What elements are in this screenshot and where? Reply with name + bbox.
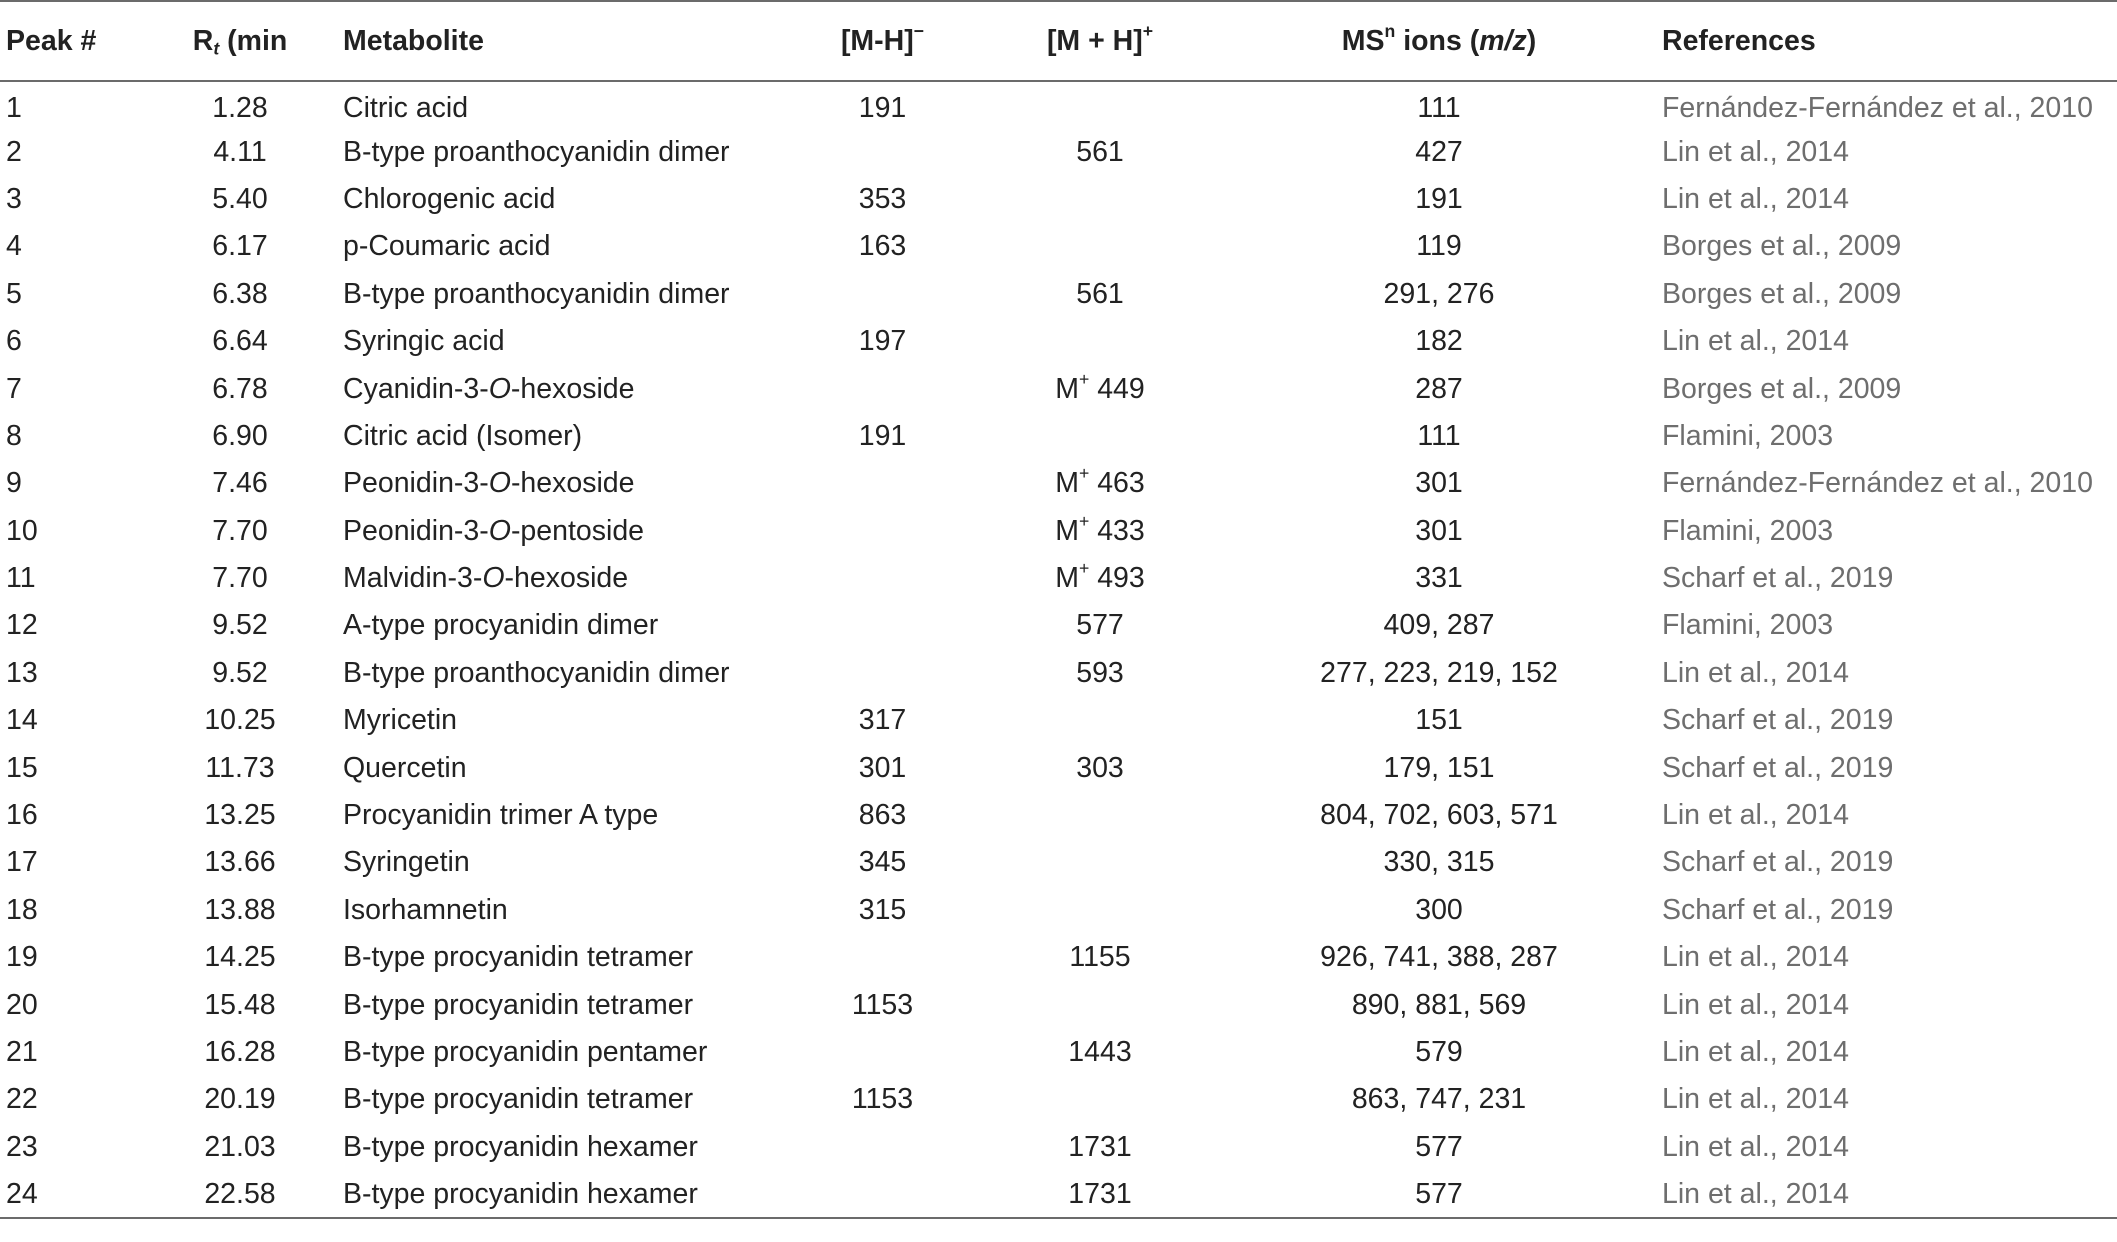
m-plus-h-value: 433 [1097, 514, 1145, 547]
table-row [0, 934, 2117, 981]
cell-peak: 6 [6, 325, 22, 358]
table-row [0, 744, 2117, 791]
molecular-ion-prefix: M [1055, 514, 1079, 547]
cell-peak: 1 [6, 91, 22, 124]
cell-peak: 22 [6, 1083, 38, 1116]
metabolite-name-part: Procyanidin trimer A type [343, 799, 659, 832]
header-rt-subscript: t [213, 37, 220, 58]
header-m-plus-h [980, 1, 1220, 81]
cell-msn-ions: 191 [1415, 182, 1463, 215]
cell-m-plus-h [980, 555, 1220, 602]
table-row [0, 1029, 2117, 1076]
header-msn-ions-text: ions ( [1395, 24, 1480, 57]
cell-m-plus-h [980, 81, 1220, 128]
cell-peak: 24 [0, 1171, 140, 1218]
cell-msn-ions: 331 [1415, 562, 1463, 595]
metabolite-name-part: B-type proanthocyanidin dimer [343, 656, 730, 689]
metabolite-name-part: B-type procyanidin hexamer [343, 1130, 698, 1163]
cell-m-plus-h [980, 697, 1220, 744]
cell-msn-ions: 890, 881, 569 [1351, 988, 1527, 1021]
cell-metabolite [340, 792, 785, 839]
table-row [0, 81, 2117, 128]
header-row [0, 1, 2117, 81]
table-row [0, 223, 2117, 270]
cell-reference: Lin et al., 2014 [1662, 1083, 1849, 1116]
cell-metabolite [340, 839, 785, 886]
cell-msn-ions: 579 [1415, 1036, 1463, 1068]
cell-msn-ions: 182 [1415, 325, 1463, 358]
cell-retention-time: 9.52 [212, 656, 268, 689]
metabolite-name-part: A-type procyanidin dimer [343, 609, 659, 642]
m-plus-h-value: 1155 [1069, 941, 1131, 974]
header-msn-ions [1220, 1, 1658, 81]
table-row [0, 128, 2117, 175]
cell-m-plus-h [980, 223, 1220, 270]
cell-metabolite [340, 744, 785, 791]
cell-m-minus-h: 317 [858, 704, 907, 737]
cell-m-minus-h [785, 555, 980, 602]
cell-metabolite [340, 318, 785, 365]
cell-m-minus-h [785, 602, 980, 649]
cell-m-minus-h [785, 365, 980, 412]
molecular-ion-prefix: M [1055, 372, 1079, 405]
cell-msn-ions: 577 [1415, 1130, 1463, 1163]
cell-retention-time: 6.64 [212, 325, 268, 358]
cell-msn-ions: 301 [1415, 467, 1463, 500]
header-m-minus-h-label: [M-H] [840, 24, 914, 57]
header-msn-label: MS [1341, 24, 1385, 57]
cell-msn-ions: 427 [1415, 135, 1463, 168]
metabolite-name-part: -hexoside [510, 467, 635, 500]
cell-reference: Borges et al., 2009 [1662, 372, 1902, 405]
cell-reference: Borges et al., 2009 [1662, 230, 1902, 263]
cell-m-minus-h: 191 [858, 91, 907, 124]
metabolite-name-part: B-type procyanidin pentamer [343, 1036, 708, 1068]
cell-metabolite [340, 555, 785, 602]
cell-reference: Lin et al., 2014 [1662, 799, 1849, 832]
molecular-ion-charge: + [1078, 368, 1090, 389]
cell-m-plus-h [980, 1029, 1220, 1076]
cell-reference: Scharf et al., 2019 [1662, 704, 1894, 737]
cell-peak: 15 [6, 751, 38, 784]
cell-retention-time: 16.28 [204, 1036, 276, 1068]
cell-metabolite [340, 271, 785, 318]
table-row [0, 555, 2117, 602]
cell-reference: Lin et al., 2014 [1662, 1036, 1849, 1068]
cell-peak: 16 [6, 799, 38, 832]
header-rt-unit: (min [219, 24, 288, 57]
table-row [0, 318, 2117, 365]
metabolite-name-part: p-Coumaric acid [343, 230, 551, 263]
cell-peak: 2 [6, 135, 22, 168]
m-plus-h-value: 493 [1097, 562, 1145, 595]
cell-retention-time: 9.52 [212, 609, 268, 642]
metabolite-name-part: B-type proanthocyanidin dimer [343, 135, 730, 168]
metabolite-name-part: O [488, 467, 511, 500]
cell-retention-time: 4.11 [213, 135, 267, 168]
cell-msn-ions: 111 [1417, 91, 1461, 124]
cell-retention-time: 6.90 [212, 419, 268, 452]
header-references [1658, 1, 2117, 81]
metabolite-name-part: Chlorogenic acid [343, 182, 556, 215]
table-row [0, 271, 2117, 318]
cell-metabolite [340, 1124, 785, 1171]
cell-retention-time: 13.66 [204, 846, 276, 879]
cell-metabolite [340, 602, 785, 649]
metabolite-name-part: O [488, 514, 511, 547]
cell-metabolite [340, 981, 785, 1028]
cell-m-minus-h: 1153 [851, 988, 914, 1021]
cell-retention-time: 11.73 [205, 751, 275, 784]
header-msn-superscript: n [1384, 20, 1396, 41]
cell-msn-ions: 111 [1417, 419, 1461, 452]
cell-reference: Flamini, 2003 [1662, 609, 1834, 642]
header-references-label: References [1662, 24, 1816, 57]
cell-m-minus-h: 863 [858, 799, 907, 832]
metabolite-name-part: B-type procyanidin tetramer [343, 988, 694, 1021]
cell-metabolite [340, 413, 785, 460]
cell-peak: 18 [6, 893, 38, 926]
cell-peak: 23 [6, 1130, 38, 1163]
m-plus-h-value: 1731 [1068, 1177, 1132, 1210]
cell-retention-time: 22.58 [140, 1171, 340, 1218]
cell-peak: 3 [6, 182, 22, 215]
table-row [0, 1171, 2117, 1218]
table-header [0, 1, 2117, 81]
cell-metabolite [340, 223, 785, 270]
molecular-ion-prefix: M [1055, 562, 1079, 595]
cell-msn-ions: 300 [1415, 893, 1463, 926]
m-plus-h-value: 463 [1097, 467, 1145, 500]
cell-m-minus-h [785, 460, 980, 507]
cell-m-minus-h: 353 [858, 182, 907, 215]
cell-reference: Scharf et al., 2019 [1662, 893, 1894, 926]
cell-metabolite [340, 1029, 785, 1076]
header-metabolite [340, 1, 785, 81]
table-row [0, 413, 2117, 460]
cell-reference: Lin et al., 2014 [1662, 325, 1849, 358]
metabolite-name-part: Citric acid (Isomer) [343, 419, 583, 452]
cell-reference: Lin et al., 2014 [1662, 182, 1849, 215]
cell-msn-ions: 179, 151 [1383, 751, 1495, 784]
cell-peak: 20 [6, 988, 38, 1021]
cell-m-plus-h [980, 508, 1220, 555]
metabolite-name-part: Syringic acid [343, 325, 505, 358]
cell-metabolite [340, 934, 785, 981]
cell-m-minus-h: 345 [858, 846, 907, 879]
cell-m-plus-h [980, 365, 1220, 412]
metabolite-name-part: Peonidin-3- [343, 514, 489, 547]
cell-metabolite [340, 365, 785, 412]
metabolite-name-part: B-type procyanidin hexamer [343, 1177, 698, 1210]
cell-peak: 13 [6, 656, 38, 689]
cell-msn-ions: 291, 276 [1383, 277, 1495, 310]
cell-retention-time: 21.03 [204, 1130, 276, 1163]
header-rt-letter: R [192, 24, 214, 57]
cell-msn-ions: 301 [1415, 514, 1463, 547]
cell-m-minus-h [785, 508, 980, 555]
cell-m-plus-h [980, 934, 1220, 981]
metabolite-name-part: Syringetin [343, 846, 470, 879]
cell-peak: 11 [6, 562, 36, 595]
header-metabolite-label: Metabolite [343, 24, 484, 57]
cell-retention-time: 1.28 [212, 91, 268, 124]
cell-m-plus-h [980, 981, 1220, 1028]
cell-retention-time: 6.38 [212, 277, 268, 310]
m-plus-h-value: 561 [1076, 277, 1124, 310]
table-row [0, 176, 2117, 223]
cell-m-minus-h: 197 [858, 325, 907, 358]
metabolite-name-part: O [488, 372, 511, 405]
metabolite-name-part: B-type proanthocyanidin dimer [343, 277, 730, 310]
cell-reference: Scharf et al., 2019 [1662, 751, 1894, 784]
table-row [0, 602, 2117, 649]
table-row [0, 460, 2117, 507]
m-plus-h-value: 303 [1076, 751, 1124, 784]
header-msn-close: ) [1526, 24, 1537, 57]
cell-reference: Lin et al., 2014 [1662, 656, 1849, 689]
cell-metabolite [340, 1076, 785, 1123]
cell-retention-time: 7.70 [212, 562, 268, 595]
cell-m-plus-h [980, 602, 1220, 649]
cell-peak: 7 [6, 372, 22, 405]
cell-m-plus-h [980, 176, 1220, 223]
cell-metabolite [340, 176, 785, 223]
cell-m-plus-h [980, 1124, 1220, 1171]
cell-metabolite [340, 650, 785, 697]
cell-m-plus-h [980, 271, 1220, 318]
metabolite-name-part: -hexoside [504, 562, 629, 595]
cell-peak: 19 [6, 941, 38, 974]
cell-metabolite [340, 1171, 785, 1218]
cell-peak: 4 [6, 230, 22, 263]
cell-peak: 8 [6, 419, 22, 452]
cell-m-minus-h: 1153 [851, 1083, 914, 1116]
cell-reference: Lin et al., 2014 [1658, 1171, 2117, 1218]
table-row [0, 508, 2117, 555]
table-row [0, 981, 2117, 1028]
metabolite-name-part: O [482, 562, 505, 595]
cell-m-plus-h [980, 1076, 1220, 1123]
cell-peak: 14 [6, 704, 38, 737]
m-plus-h-value: 449 [1097, 372, 1145, 405]
cell-msn-ions: 926, 741, 388, 287 [1320, 941, 1558, 974]
cell-m-plus-h [980, 887, 1220, 934]
cell-m-plus-h [980, 1171, 1220, 1218]
cell-retention-time: 5.40 [212, 182, 268, 215]
cell-m-minus-h: 163 [858, 230, 907, 263]
molecular-ion-charge: + [1078, 463, 1090, 484]
metabolite-name-part: Malvidin-3- [343, 562, 483, 595]
cell-msn-ions: 863, 747, 231 [1351, 1083, 1527, 1116]
cell-msn-ions: 151 [1415, 704, 1463, 737]
cell-retention-time: 6.78 [212, 372, 268, 405]
cell-reference: Lin et al., 2014 [1662, 135, 1849, 168]
cell-reference: Lin et al., 2014 [1662, 941, 1849, 974]
cell-msn-ions: 119 [1416, 230, 1462, 263]
molecular-ion-prefix: M [1055, 467, 1079, 500]
m-plus-h-value: 577 [1076, 609, 1124, 642]
m-plus-h-value: 1731 [1068, 1130, 1132, 1163]
header-msn-unit: m/z [1479, 24, 1527, 57]
cell-msn-ions: 277, 223, 219, 152 [1320, 656, 1558, 689]
table-row [0, 887, 2117, 934]
cell-reference: Borges et al., 2009 [1662, 277, 1902, 310]
cell-m-plus-h [980, 128, 1220, 175]
table-row [0, 365, 2117, 412]
cell-msn-ions: 330, 315 [1383, 846, 1495, 879]
table-row [0, 697, 2117, 744]
cell-m-plus-h [980, 650, 1220, 697]
cell-reference: Scharf et al., 2019 [1662, 562, 1894, 595]
cell-retention-time: 7.46 [212, 467, 268, 500]
cell-m-plus-h [980, 460, 1220, 507]
cell-m-minus-h [785, 1171, 980, 1218]
table-row [0, 1076, 2117, 1123]
cell-metabolite [340, 128, 785, 175]
metabolite-name-part: -pentoside [510, 514, 645, 547]
cell-m-minus-h: 315 [858, 893, 907, 926]
metabolite-name-part: Quercetin [343, 751, 467, 784]
cell-metabolite [340, 460, 785, 507]
m-plus-h-value: 561 [1076, 135, 1124, 168]
metabolite-name-part: -hexoside [510, 372, 635, 405]
cell-msn-ions: 804, 702, 603, 571 [1320, 799, 1558, 832]
cell-m-minus-h [785, 650, 980, 697]
cell-reference: Fernández-Fernández et al., 2010 [1662, 467, 2093, 500]
header-peak-label: Peak # [6, 24, 97, 57]
cell-peak: 21 [6, 1036, 38, 1068]
cell-retention-time: 13.25 [204, 799, 276, 832]
cell-m-minus-h [785, 128, 980, 175]
metabolite-name-part: Peonidin-3- [343, 467, 489, 500]
molecular-ion-charge: + [1078, 510, 1090, 531]
cell-reference: Fernández-Fernández et al., 2010 [1662, 91, 2093, 124]
cell-m-plus-h [980, 744, 1220, 791]
header-retention-time [140, 1, 340, 81]
cell-retention-time: 7.70 [212, 514, 268, 547]
cell-metabolite [340, 887, 785, 934]
metabolite-name-part: Citric acid [343, 91, 469, 124]
metabolite-name-part: B-type procyanidin tetramer [343, 1083, 694, 1116]
metabolite-name-part: Isorhamnetin [343, 893, 508, 926]
m-plus-h-value: 1443 [1068, 1036, 1132, 1068]
cell-reference: Scharf et al., 2019 [1662, 846, 1894, 879]
cell-retention-time: 14.25 [204, 941, 276, 974]
cell-m-minus-h: 301 [858, 751, 907, 784]
cell-msn-ions: 287 [1415, 372, 1463, 405]
cell-m-plus-h [980, 839, 1220, 886]
metabolite-name-part: Myricetin [343, 704, 458, 737]
cell-m-plus-h [980, 318, 1220, 365]
cell-retention-time: 6.17 [212, 230, 268, 263]
cell-peak: 5 [6, 277, 22, 310]
table-row [0, 792, 2117, 839]
cell-retention-time: 20.19 [204, 1083, 276, 1116]
cell-msn-ions: 409, 287 [1383, 609, 1495, 642]
cell-metabolite [340, 697, 785, 744]
cell-peak: 10 [6, 514, 38, 547]
cell-retention-time: 10.25 [204, 704, 276, 737]
header-m-minus-h-charge: − [913, 20, 925, 41]
molecular-ion-charge: + [1078, 557, 1090, 578]
table-row [0, 1124, 2117, 1171]
cell-reference: Flamini, 2003 [1662, 514, 1834, 547]
cell-m-minus-h [785, 1124, 980, 1171]
header-m-minus-h [785, 1, 980, 81]
header-m-plus-h-label: [M + H] [1046, 24, 1143, 57]
cell-msn-ions: 577 [1220, 1171, 1658, 1218]
cell-metabolite [340, 508, 785, 555]
cell-reference: Flamini, 2003 [1662, 419, 1834, 452]
cell-m-minus-h [785, 1029, 980, 1076]
table-body [0, 81, 2117, 1218]
cell-m-minus-h: 191 [858, 419, 907, 452]
header-m-plus-h-charge: + [1142, 20, 1154, 41]
cell-peak: 9 [6, 467, 22, 500]
cell-reference: Lin et al., 2014 [1662, 1130, 1849, 1163]
cell-m-plus-h [980, 792, 1220, 839]
table-row [0, 650, 2117, 697]
cell-m-plus-h [980, 413, 1220, 460]
cell-reference: Lin et al., 2014 [1662, 988, 1849, 1021]
cell-m-minus-h [785, 271, 980, 318]
metabolite-name-part: B-type procyanidin tetramer [343, 941, 694, 974]
m-plus-h-value: 593 [1076, 656, 1124, 689]
cell-peak: 12 [6, 609, 38, 642]
metabolite-name-part: Cyanidin-3- [343, 372, 489, 405]
table-row [0, 839, 2117, 886]
cell-metabolite [340, 81, 785, 128]
cell-retention-time: 13.88 [204, 893, 276, 926]
header-peak [0, 1, 140, 81]
cell-retention-time: 15.48 [204, 988, 276, 1021]
cell-peak: 17 [6, 846, 38, 879]
cell-m-minus-h [785, 934, 980, 981]
